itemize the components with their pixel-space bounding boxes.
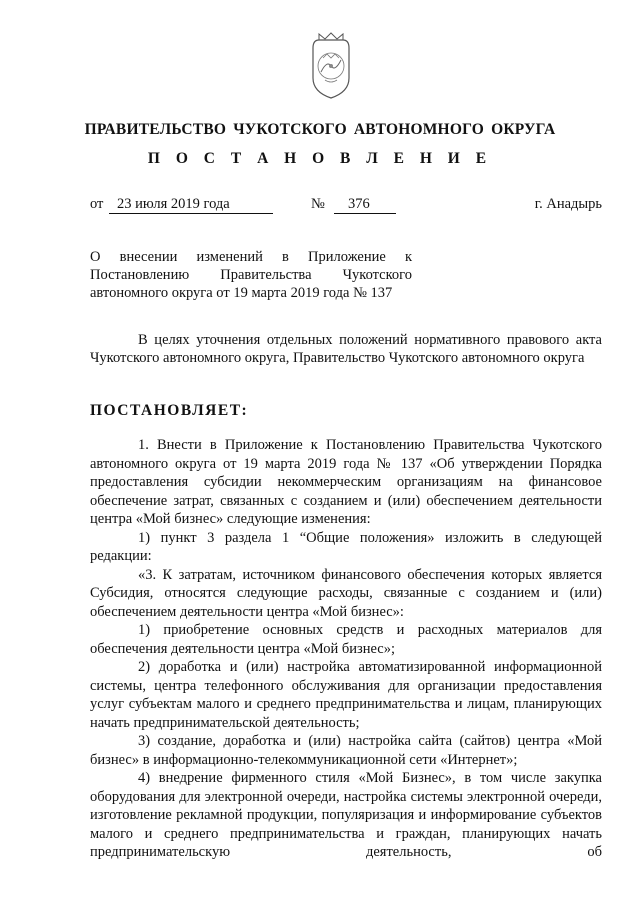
date-prefix: от bbox=[90, 196, 104, 212]
coat-of-arms-emblem bbox=[305, 30, 357, 102]
resolves-heading: ПОСТАНОВЛЯЕТ: bbox=[90, 402, 249, 419]
document-subject bbox=[90, 248, 412, 302]
subject-line: автономного округа от 19 марта 2019 года № 137 bbox=[90, 285, 393, 301]
preamble-text: В целях уточнения отдельных положений нормативного правового акта Чукотского автономного округа, Правительство Чукотского автономного округа bbox=[90, 332, 602, 366]
number-sign: № bbox=[311, 196, 325, 212]
subject-line: Постановлению Правительства Чукотского bbox=[90, 267, 412, 283]
document-number: 376 bbox=[334, 196, 396, 214]
body-paragraph: 1) приобретение основных средств и расходных материалов для обеспечения деятельности центра «Мой бизнес»; bbox=[90, 622, 602, 657]
body-paragraph: «3. К затратам, источником финансового обеспечения которых является Субсидия, относятся следующие расходы, связанные с созданием и (или) обеспечением деятельности центра «Мой бизнес»: bbox=[90, 566, 602, 620]
document-type-title: П О С Т А Н О В Л Е Н И Е bbox=[147, 150, 493, 167]
document-date: 23 июля 2019 года bbox=[109, 196, 273, 214]
body-paragraph: 4) внедрение фирменного стиля «Мой Бизнес», в том числе закупка оборудования для электронной очереди, настройка системы электронной очереди, изготовление рекламной продукции, популяризация и информирование субъектов малого и среднего предпринимательства и граждан, планирующих начать предпринимательскую деятельность, об bbox=[90, 770, 602, 860]
body-paragraph: 2) доработка и (или) настройка автоматизированной информационной системы, центра телефонного обслуживания для организации предоставления услуг субъектам малого и среднего предпринимательства и лицам, планирующих начать предпринимательской деятельность; bbox=[90, 659, 602, 731]
document-city: г. Анадырь bbox=[534, 196, 602, 212]
body-paragraph: 1. Внести в Приложение к Постановлению Правительства Чукотского автономного округа от 19 марта 2019 года № 137 «Об утверждении Порядка предоставления субсидии некоммерческим организациям на финансовое обеспечение затрат, связанных с созданием и (или) обеспечением деятельности центра «Мой бизнес» следующие изменения: bbox=[90, 437, 602, 527]
body-paragraph: 3) создание, доработка и (или) настройка сайта (сайтов) центра «Мой бизнес» в информационно-телекоммуникационной сети «Интернет»; bbox=[90, 733, 602, 768]
subject-line: О внесении изменений в Приложение к bbox=[90, 249, 412, 265]
preamble bbox=[90, 331, 602, 367]
government-title: ПРАВИТЕЛЬСТВО ЧУКОТСКОГО АВТОНОМНОГО ОКРУГА bbox=[84, 121, 556, 138]
body-paragraph: 1) пункт 3 раздела 1 “Общие положения» изложить в следующей редакции: bbox=[90, 529, 602, 564]
document-meta-row bbox=[90, 196, 602, 216]
document-body bbox=[90, 436, 602, 862]
